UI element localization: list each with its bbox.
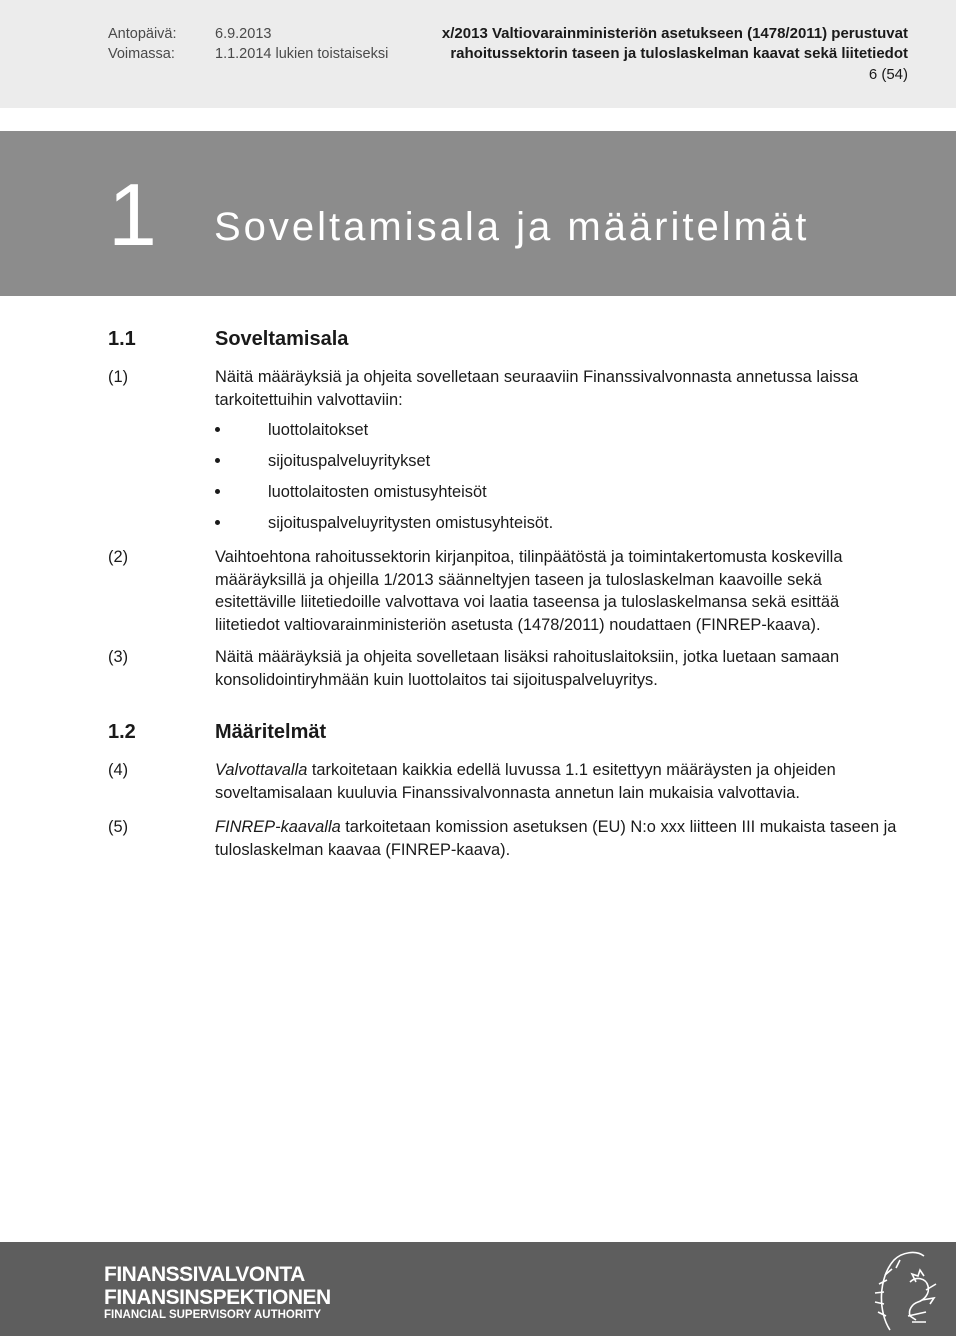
paragraph-text: Näitä määräyksiä ja ohjeita sovelletaan seuraaviin Finanssivalvonnasta annetussa laissa tarkoitettuihin valvottaviin: [215, 368, 859, 409]
section-number: 1.2 [108, 721, 136, 743]
paragraph-number: (4) [108, 761, 129, 779]
defined-term: FINREP-kaavalla [215, 818, 341, 836]
defined-term: Valvottavalla [215, 761, 308, 779]
bullet-icon [215, 520, 220, 525]
paragraph-text: Vaihtoehtona rahoitussektorin kirjanpitoa, tilinpäätöstä ja toimintakertomusta koskevilla määräyksillä ja ohjeilla 1/2013 säänneltyjen taseen ja tuloslaskelman kaavoille sekä esitettäville liitetiedoille valvottava voi laatia taseensa ja tuloslaskelmansa sekä esittää liitetiedot valtiovarainministeriön asetusta (1478/2011) noudattaen (FINREP-kaava). [215, 548, 843, 634]
bullet-icon [215, 458, 220, 463]
paragraph-number: (1) [108, 368, 129, 386]
footer-logo-line1: FINANSSIVALVONTA [104, 1263, 305, 1286]
paragraph-text: FINREP-kaavalla tarkoitetaan komission asetuksen (EU) N:o xxx liitteen III mukaista taseen ja tuloslaskelman kaavaa (FINREP-kaava). [215, 818, 897, 859]
paragraph-text: Näitä määräyksiä ja ohjeita sovelletaan lisäksi rahoituslaitoksiin, jotka luetaan samaan konsolidointiryhmään kuin luottolaitos tai sijoituspalveluyritys. [215, 648, 840, 689]
document-title-line1: x/2013 Valtiovarainministeriön asetukseen (1478/2011) perustuvat [441, 25, 908, 42]
paragraph-number: (5) [108, 818, 129, 836]
chapter-banner [0, 131, 956, 296]
page-footer [0, 1242, 956, 1336]
section-number: 1.1 [108, 328, 136, 350]
valid-label: Voimassa: [108, 46, 175, 62]
paragraph-text: Valvottavalla tarkoitetaan kaikkia edellä luvussa 1.1 esitettyyn määräysten ja ohjeiden soveltamisalaan kuuluvia Finanssivalvonnasta annetun lain mukaisia valvottavia. [215, 761, 836, 802]
section-title: Soveltamisala [215, 328, 349, 350]
chapter-number: 1 [108, 165, 157, 264]
footer-logo-line2: FINANSINSPEKTIONEN [104, 1286, 331, 1309]
footer-logo-line3: FINANCIAL SUPERVISORY AUTHORITY [104, 1309, 322, 1321]
page-number: 6 (54) [868, 66, 908, 83]
document-title-line2: rahoitussektorin taseen ja tuloslaskelman kaavat sekä liitetiedot [450, 45, 908, 62]
valid-date: 1.1.2014 lukien toistaiseksi [215, 46, 389, 62]
crest-icon [860, 1242, 956, 1336]
bullet-icon [215, 427, 220, 432]
paragraph-number: (3) [108, 648, 129, 666]
page-header [0, 0, 956, 108]
section-title: Määritelmät [215, 721, 327, 743]
bullet-icon [215, 489, 220, 494]
paragraph-number: (2) [108, 548, 129, 566]
received-label: Antopäivä: [108, 26, 177, 42]
chapter-title: Soveltamisala ja määritelmät [214, 205, 810, 249]
received-date: 6.9.2013 [215, 26, 272, 42]
